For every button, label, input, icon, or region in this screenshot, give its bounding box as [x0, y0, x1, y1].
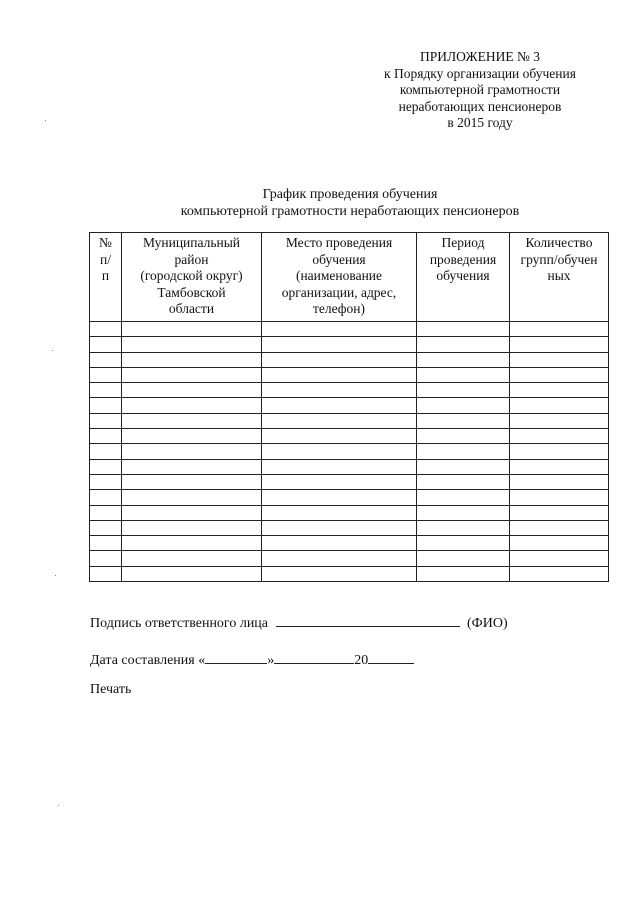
- table-row: [90, 490, 609, 505]
- table-header-row: [90, 233, 609, 322]
- date-year-prefix: 20: [354, 653, 369, 668]
- table-cell[interactable]: [90, 413, 122, 428]
- document-title: [90, 186, 610, 220]
- table-cell[interactable]: [510, 474, 609, 489]
- table-cell[interactable]: [417, 474, 510, 489]
- table-cell[interactable]: [90, 322, 122, 337]
- table-cell[interactable]: [90, 474, 122, 489]
- signature-label: Подпись ответственного лица: [90, 616, 269, 631]
- table-cell[interactable]: [417, 551, 510, 566]
- table-cell[interactable]: [510, 398, 609, 413]
- table-cell[interactable]: [510, 459, 609, 474]
- signature-field: [90, 613, 508, 632]
- date-month-blank[interactable]: [274, 650, 354, 664]
- table-cell[interactable]: [262, 444, 417, 459]
- table-cell[interactable]: [417, 367, 510, 382]
- table-cell[interactable]: [417, 444, 510, 459]
- table-row: [90, 337, 609, 352]
- document-title-line-2: компьютерной грамотности неработающих пенсионеров: [180, 204, 520, 219]
- date-year-blank[interactable]: [368, 650, 414, 664]
- table-row: [90, 474, 609, 489]
- table-cell[interactable]: [510, 337, 609, 352]
- table-row: [90, 352, 609, 367]
- table-cell[interactable]: [262, 551, 417, 566]
- table-cell[interactable]: [417, 352, 510, 367]
- table-cell[interactable]: [417, 398, 510, 413]
- table-cell[interactable]: [262, 490, 417, 505]
- table-cell[interactable]: [262, 398, 417, 413]
- table-cell[interactable]: [90, 520, 122, 535]
- table-cell[interactable]: [122, 398, 262, 413]
- table-row: [90, 413, 609, 428]
- table-cell[interactable]: [417, 383, 510, 398]
- table-cell[interactable]: [510, 429, 609, 444]
- table-cell[interactable]: [417, 322, 510, 337]
- date-label: Дата составления «: [90, 653, 206, 668]
- table-cell[interactable]: [262, 367, 417, 382]
- table-row: [90, 551, 609, 566]
- table-cell[interactable]: [122, 429, 262, 444]
- table-cell[interactable]: [122, 536, 262, 551]
- table-cell[interactable]: [262, 474, 417, 489]
- table-cell[interactable]: [262, 536, 417, 551]
- table-row: [90, 429, 609, 444]
- stamp-label: Печать: [90, 682, 132, 697]
- table-cell[interactable]: [417, 429, 510, 444]
- signature-fio-label: (ФИО): [467, 616, 508, 631]
- table-cell[interactable]: [90, 536, 122, 551]
- appendix-line-order: к Порядку организации обучения: [384, 65, 576, 81]
- table-cell[interactable]: [122, 490, 262, 505]
- table-cell[interactable]: [122, 367, 262, 382]
- table-row: [90, 367, 609, 382]
- table-cell[interactable]: [417, 520, 510, 535]
- table-cell[interactable]: [122, 337, 262, 352]
- table-cell[interactable]: [262, 566, 417, 581]
- table-cell[interactable]: [122, 474, 262, 489]
- table-cell[interactable]: [510, 520, 609, 535]
- table-row: [90, 398, 609, 413]
- table-cell[interactable]: [122, 444, 262, 459]
- table-cell[interactable]: [90, 490, 122, 505]
- table-cell[interactable]: [510, 490, 609, 505]
- column-header-count: Количество групп/обучен ных: [510, 233, 609, 322]
- table-cell[interactable]: [90, 566, 122, 581]
- table-cell[interactable]: [510, 383, 609, 398]
- scan-speck: [55, 575, 56, 576]
- table-cell[interactable]: [262, 352, 417, 367]
- table-cell[interactable]: [510, 413, 609, 428]
- column-header-location: Место проведения обучения (наименование организации, адрес, телефон): [262, 233, 417, 322]
- table-cell[interactable]: [417, 566, 510, 581]
- table-row: [90, 536, 609, 551]
- date-quote-close: »: [267, 653, 275, 668]
- date-field: [90, 650, 414, 669]
- table-cell[interactable]: [262, 429, 417, 444]
- table-cell[interactable]: [122, 505, 262, 520]
- scan-speck: [52, 350, 53, 351]
- table-cell[interactable]: [122, 413, 262, 428]
- table-cell[interactable]: [417, 337, 510, 352]
- appendix-number: ПРИЛОЖЕНИЕ № 3: [419, 49, 541, 64]
- table-row: [90, 459, 609, 474]
- table-cell[interactable]: [510, 352, 609, 367]
- table-cell[interactable]: [262, 505, 417, 520]
- table-cell[interactable]: [510, 551, 609, 566]
- table-cell[interactable]: [417, 505, 510, 520]
- table-cell[interactable]: [122, 352, 262, 367]
- table-cell[interactable]: [122, 322, 262, 337]
- table-cell[interactable]: [90, 551, 122, 566]
- table-cell[interactable]: [122, 459, 262, 474]
- table-cell[interactable]: [417, 459, 510, 474]
- table-cell[interactable]: [262, 413, 417, 428]
- table-cell[interactable]: [262, 322, 417, 337]
- table-cell[interactable]: [262, 337, 417, 352]
- appendix-line-year: в 2015 году: [447, 115, 513, 130]
- table-cell[interactable]: [262, 383, 417, 398]
- table-cell[interactable]: [90, 352, 122, 367]
- table-row: [90, 444, 609, 459]
- table-cell[interactable]: [262, 520, 417, 535]
- column-header-period: Период проведения обучения: [417, 233, 510, 322]
- table-cell[interactable]: [122, 520, 262, 535]
- signature-blank[interactable]: [276, 613, 460, 627]
- table-cell[interactable]: [262, 459, 417, 474]
- table-cell[interactable]: [510, 322, 609, 337]
- table-row: [90, 322, 609, 337]
- table-cell[interactable]: [90, 429, 122, 444]
- column-header-number: № п/ п: [90, 233, 122, 322]
- table-cell[interactable]: [510, 367, 609, 382]
- document-title-line-1: График проведения обучения: [262, 187, 438, 202]
- table-cell[interactable]: [417, 413, 510, 428]
- table-cell[interactable]: [510, 566, 609, 581]
- table-cell[interactable]: [90, 444, 122, 459]
- column-header-district: Муниципальный район (городской округ) Тамбовской области: [122, 233, 262, 322]
- scan-speck: [58, 805, 59, 806]
- scan-speck: [45, 120, 46, 121]
- date-day-blank[interactable]: [205, 650, 267, 664]
- table-cell[interactable]: [122, 383, 262, 398]
- table-cell[interactable]: [90, 459, 122, 474]
- table-body: [90, 322, 609, 582]
- table-cell[interactable]: [90, 383, 122, 398]
- appendix-header: [355, 49, 605, 132]
- table-cell[interactable]: [417, 536, 510, 551]
- table-cell[interactable]: [510, 536, 609, 551]
- table-cell[interactable]: [122, 551, 262, 566]
- table-cell[interactable]: [417, 490, 510, 505]
- table-cell[interactable]: [90, 367, 122, 382]
- table-cell[interactable]: [122, 566, 262, 581]
- table-row: [90, 383, 609, 398]
- table-row: [90, 505, 609, 520]
- table-row: [90, 520, 609, 535]
- table-row: [90, 566, 609, 581]
- appendix-line-pensioners: неработающих пенсионеров: [398, 98, 562, 114]
- table-cell[interactable]: [90, 505, 122, 520]
- table-cell[interactable]: [90, 398, 122, 413]
- appendix-line-literacy: компьютерной грамотности: [399, 82, 561, 97]
- table-cell[interactable]: [90, 337, 122, 352]
- table-cell[interactable]: [510, 444, 609, 459]
- table-cell[interactable]: [510, 505, 609, 520]
- schedule-table: [89, 232, 609, 582]
